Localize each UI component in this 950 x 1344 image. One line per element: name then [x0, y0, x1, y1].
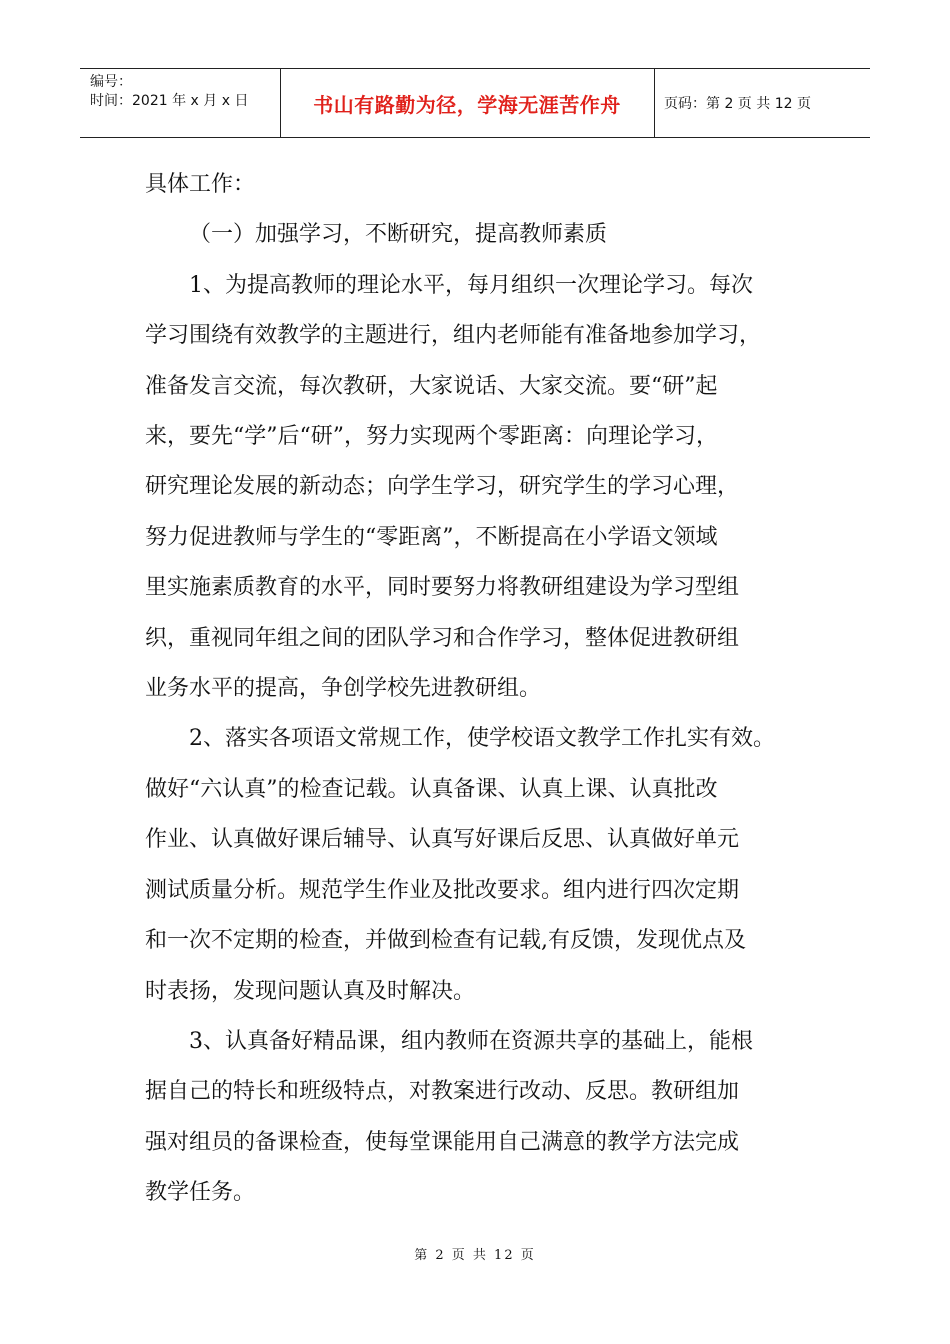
- section-title: （一）加强学习，不断研究，提高教师素质: [189, 222, 608, 248]
- text-line: 和一次不定期的检查，并做到检查有记载,有反馈，发现优点及: [145, 928, 746, 954]
- header-meta: [90, 73, 280, 111]
- text-line: 学习围绕有效教学的主题进行，组内老师能有准备地参加学习，: [145, 323, 762, 349]
- text-line: 1、为提高教师的理论水平，每月组织一次理论学习。每次: [189, 272, 753, 298]
- text-line: 准备发言交流，每次教研，大家说话、大家交流。要“研”起: [145, 373, 718, 399]
- text-line: 努力促进教师与学生的“零距离”，不断提高在小学语文领域: [145, 524, 718, 550]
- paragraph-1: [145, 261, 815, 715]
- text-line: 研究理论发展的新动态；向学生学习，研究学生的学习心理，: [145, 474, 740, 500]
- text-line: 时表扬，发现问题认真及时解决。: [145, 978, 476, 1004]
- text-line: 3、认真备好精品课，组内教师在资源共享的基础上，能根: [189, 1028, 753, 1054]
- number-label: 编号：: [90, 74, 132, 90]
- header-page-info: 页码：第 2 页 共 12 页: [664, 96, 811, 112]
- text-line: 织，重视同年组之间的团队学习和合作学习，整体促进教研组: [145, 625, 740, 651]
- text-line: 2、落实各项语文常规工作，使学校语文教学工作扎实有效。: [189, 726, 775, 752]
- text-line: 里实施素质教育的水平，同时要努力将教研组建设为学习型组: [145, 575, 740, 601]
- time-label: 时间：2021 年 x 月 x 日: [90, 93, 249, 109]
- text-line: 据自己的特长和班级特点，对教案进行改动、反思。教研组加: [145, 1079, 740, 1105]
- paragraph-3: [145, 1017, 815, 1219]
- text-line: 作业、认真做好课后辅导、认真写好课后反思、认真做好单元: [145, 827, 740, 853]
- header-motto: 书山有路勤为径，学海无涯苦作舟: [313, 92, 621, 117]
- page-footer: 第 2 页 共 12 页: [414, 1248, 536, 1263]
- text-line: 强对组员的备课检查，使每堂课能用自己满意的教学方法完成: [145, 1129, 740, 1155]
- text-line: 教学任务。: [145, 1180, 256, 1206]
- paragraph-2: [145, 714, 815, 1016]
- heading: 具体工作：: [145, 172, 256, 197]
- text-line: 做好“六认真”的检查记载。认真备课、认真上课、认真批改: [145, 776, 718, 802]
- header-divider: [654, 69, 655, 137]
- text-line: 来，要先“学”后“研”，努力实现两个零距离：向理论学习，: [145, 424, 718, 450]
- page-header: [80, 68, 870, 138]
- document-body: [145, 160, 815, 1219]
- text-line: 测试质量分析。规范学生作业及批改要求。组内进行四次定期: [145, 877, 740, 903]
- text-line: 业务水平的提高，争创学校先进教研组。: [145, 676, 542, 702]
